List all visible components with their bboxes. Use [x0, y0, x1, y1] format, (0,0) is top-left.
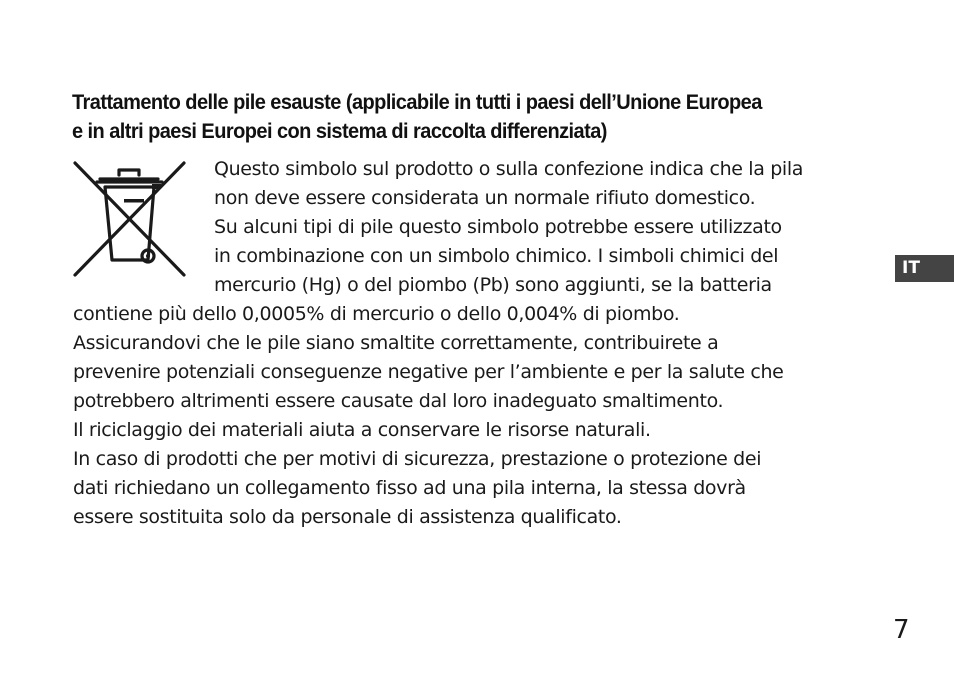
- body-line-4: in combinazione con un simbolo chimico. I simboli chimici del: [214, 245, 779, 267]
- body-line-5: mercurio (Hg) o del piombo (Pb) sono aggiunti, se la batteria: [214, 274, 772, 296]
- crossed-out-wheeled-bin-icon: [72, 160, 187, 278]
- language-tab: IT: [895, 255, 954, 282]
- section-title-line-2: e in altri paesi Europei con sistema di raccolta differenziata): [72, 119, 607, 143]
- body-line-8: prevenire potenziali conseguenze negative per l’ambiente e per la salute che: [73, 361, 784, 383]
- body-line-6: contiene più dello 0,0005% di mercurio o dello 0,004% di piombo.: [73, 303, 680, 325]
- section-title-line-1: Trattamento delle pile esauste (applicabile in tutti i paesi dell’Unione Europea: [72, 90, 762, 114]
- body-line-13: essere sostituita solo da personale di assistenza qualificato.: [73, 506, 622, 528]
- body-line-9: potrebbero altrimenti essere causate dal loro inadeguato smaltimento.: [73, 390, 724, 412]
- body-line-12: dati richiedano un collegamento fisso ad una pila interna, la stessa dovrà: [73, 477, 746, 499]
- body-line-11: In caso di prodotti che per motivi di sicurezza, prestazione o protezione dei: [73, 448, 762, 470]
- body-line-1: Questo simbolo sul prodotto o sulla confezione indica che la pila: [214, 158, 804, 180]
- body-line-7: Assicurandovi che le pile siano smaltite correttamente, contribuirete a: [73, 332, 719, 354]
- body-line-10: Il riciclaggio dei materiali aiuta a conservare le risorse naturali.: [73, 419, 651, 441]
- body-line-2: non deve essere considerata un normale rifiuto domestico.: [214, 187, 756, 209]
- section-title: [72, 88, 835, 146]
- body-line-3: Su alcuni tipi di pile questo simbolo potrebbe essere utilizzato: [214, 216, 782, 238]
- page-number: 7: [893, 615, 910, 645]
